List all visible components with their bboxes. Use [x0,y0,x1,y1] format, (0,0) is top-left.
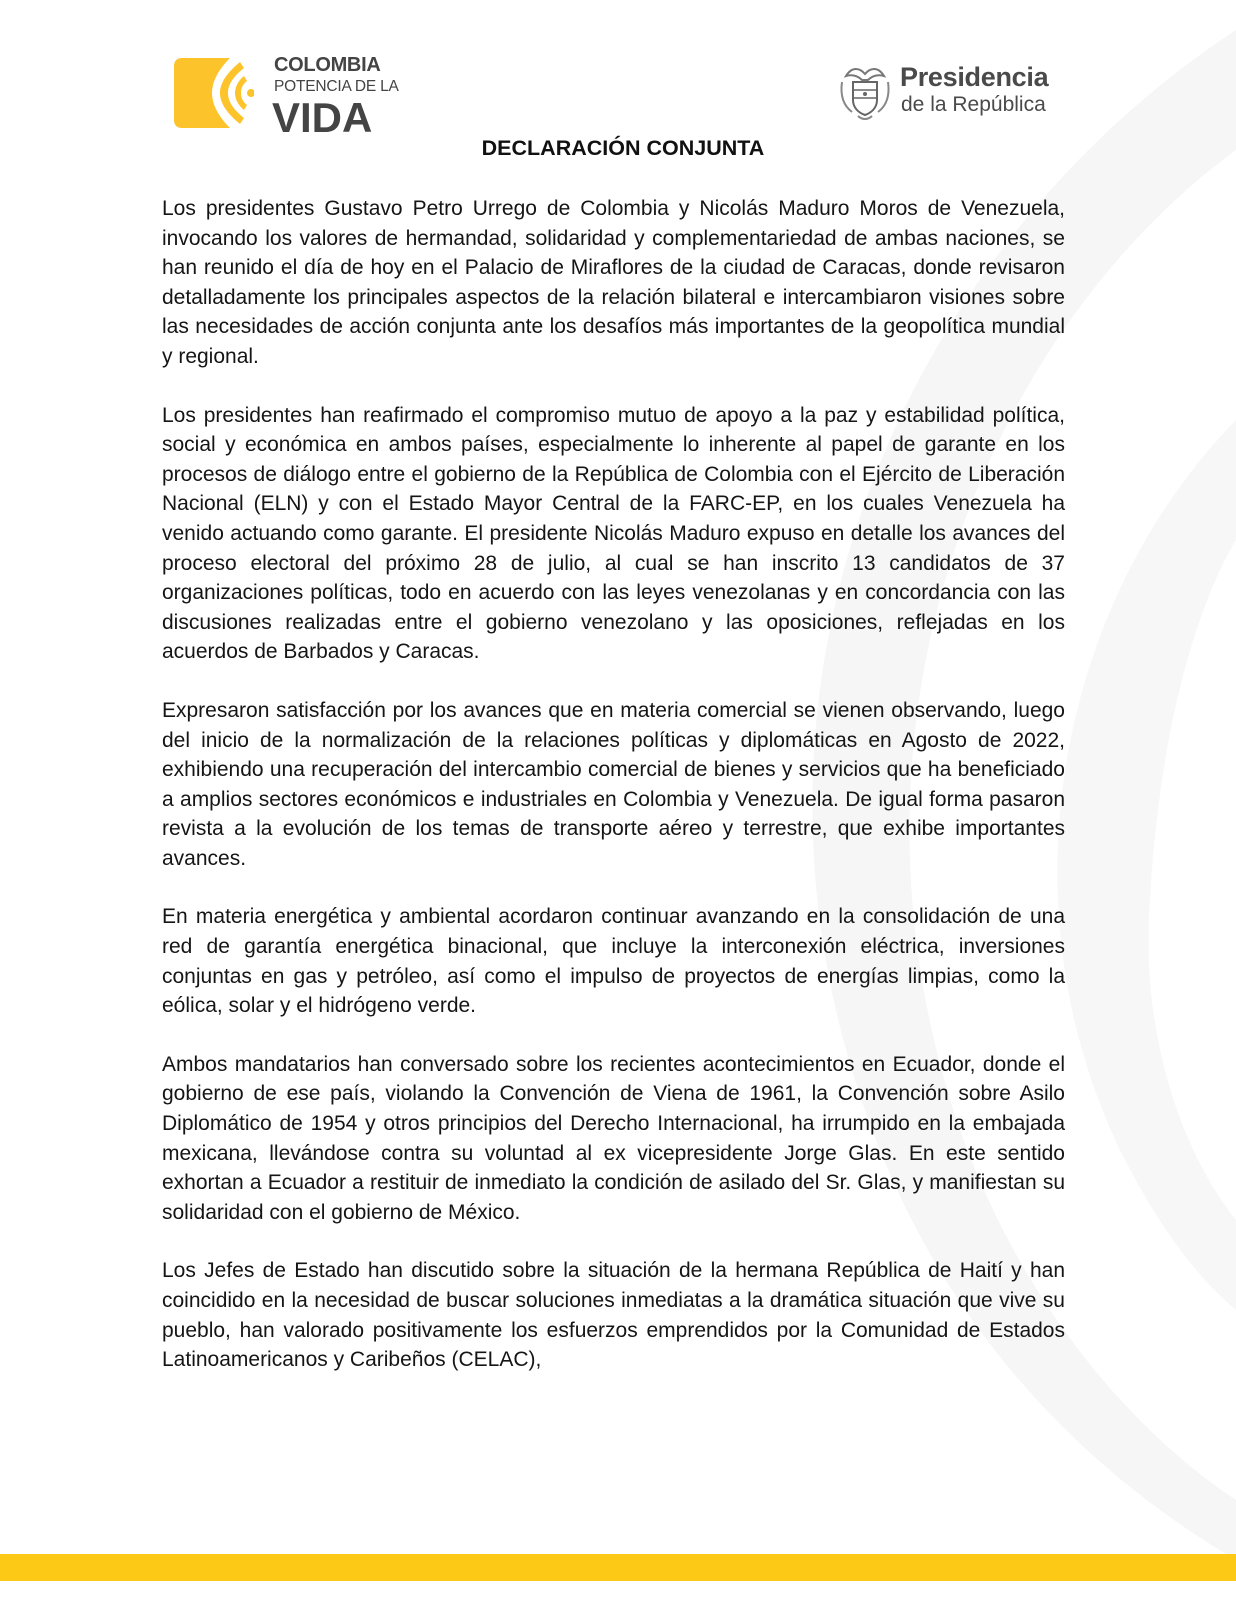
paragraph-energy: En materia energética y ambiental acordaron continuar avanzando en la consolidación de una red de garantía energética binacional, que incluye la interconexión eléctrica, inversiones conjuntas en gas y petróleo, así como el impulso de proyectos de energías limpias, como la eólica, solar y el hidrógeno verde. [162,905,1065,1018]
document-title-row [0,136,1236,161]
paragraph-ecuador: Ambos mandatarios han conversado sobre los recientes acontecimientos en Ecuador, donde el gobierno de ese país, violando la Convención de Viena de 1961, la Convención sobre Asilo Diplomático de 1954 y otros principios del Derecho Internacional, ha irrumpido en la embajada mexicana, llevándose contra su voluntad al ex vicepresidente Jorge Glas. En este sentido exhortan a Ecuador a restituir de inmediato la condición de asilado del Sr. Glas, y manifiestan su solidaridad con el gobierno de México. [162,1052,1065,1224]
coat-of-arms-icon [838,62,892,122]
paragraph-haiti: Los Jefes de Estado han discutido sobre la situación de la hermana República de Haití y han coincidido en la necesidad de buscar soluciones inmediatas a la dramática situación que vive su pueblo, han valorado positivamente los esfuerzos emprendidos por la Comunidad de Estados Latinoamericanos y Caribeños (CELAC), [162,1259,1065,1372]
paragraph-peace: Los presidentes han reafirmado el compromiso mutuo de apoyo a la paz y estabilidad política, social y económica en ambos países, especialmente lo inherente al papel de garante en los procesos de diálogo entre el gobierno de la República de Colombia con el Ejército de Liberación Nacional (ELN) y con el Estado Mayor Central de la FARC-EP, en los cuales Venezuela ha venido actuando como garante. El presidente Nicolás Maduro expuso en detalle los avances del proceso electoral del próximo 28 de julio, al cual se han inscrito 13 candidatos de 37 organizaciones políticas, todo en acuerdo con las leyes venezolanas y en concordancia con las discusiones realizadas entre el gobierno venezolano y las oposiciones, reflejadas en los acuerdos de Barbados y Caracas. [162,403,1065,664]
logo-text-colombia: COLOMBIA [274,54,381,76]
colombia-potencia-vida-logo [172,52,404,140]
paragraph-commerce: Expresaron satisfacción por los avances que en materia comercial se vienen observando, luego del inicio de la normalización de la relaciones políticas y diplomáticas en Agosto de 2022, exhibiendo una recuperación del intercambio comercial de bienes y servicios que ha beneficiado a amplios sectores económicos e industriales en Colombia y Venezuela. De igual forma pasaron revista a la evolución de los temas de transporte aéreo y terrestre, que exhibe importantes avances. [162,698,1065,870]
presidencia-logo [838,62,1068,124]
paragraph-meeting: Los presidentes Gustavo Petro Urrego de Colombia y Nicolás Maduro Moros de Venezuela, invocando los valores de hermandad, solidaridad y complementariedad de ambas naciones, se han reunido el día de hoy en el Palacio de Miraflores de la ciudad de Caracas, donde revisaron detalladamente los principales aspectos de la relación bilateral e intercambiaron visiones sobre las necesidades de acción conjunta ante los desafíos más importantes de la geopolítica mundial y regional. [162,197,1065,368]
logo-text-vida: VIDA [272,94,373,141]
document-body [162,194,1065,1404]
logo-text-potencia: POTENCIA DE LA [274,78,399,95]
logo-text-republica: de la República [901,93,1046,116]
footer-yellow-bar [0,1554,1236,1581]
document-title: DECLARACIÓN CONJUNTA [481,136,765,160]
logo-text-presidencia: Presidencia [900,62,1049,92]
colombia-potencia-vida-mark-icon [172,52,254,134]
